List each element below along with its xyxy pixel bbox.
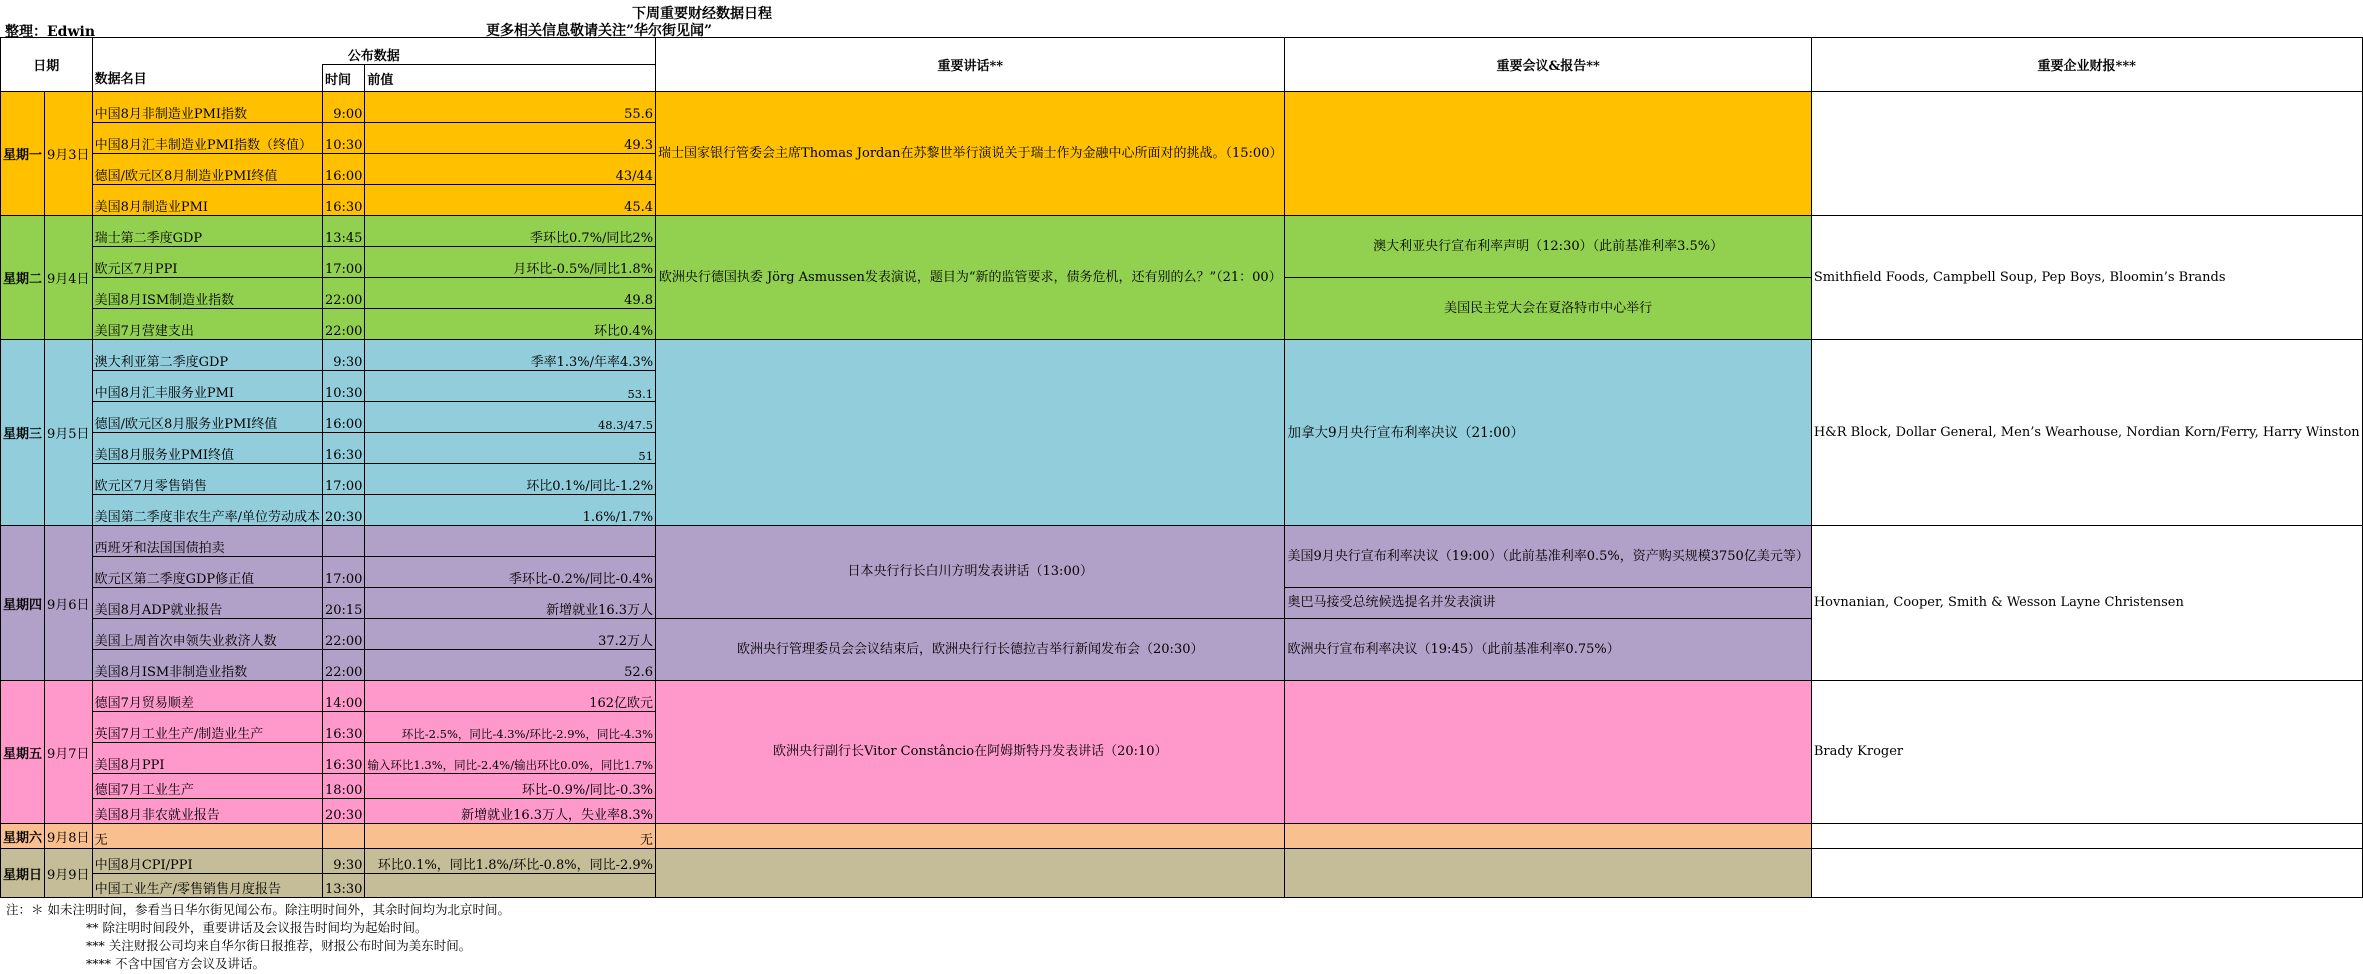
speech-cell — [656, 340, 1285, 526]
footnote: 注：＊ 如未注明时间，参看当日华尔街见闻公布。除注明时间外，其余时间均为北京时间。 — [6, 902, 510, 917]
earnings-cell — [1811, 92, 2362, 216]
page-title: 下周重要财经数据日程 — [632, 6, 772, 22]
speech-cell: 欧洲央行管理委员会会议结束后，欧洲央行行长德拉吉举行新闻发布会（20:30） — [656, 619, 1285, 681]
data-name-cell: 德国/欧元区8月服务业PMI终值 — [92, 402, 322, 433]
footnote: **** 不含中国官方会议及讲话。 — [86, 956, 265, 971]
meeting-cell: 澳大利亚央行宣布利率声明（12:30）（此前基准利率3.5%） — [1285, 216, 1811, 278]
data-name-cell: 美国上周首次申领失业救济人数 — [92, 619, 322, 650]
earnings-cell: Hovnanian, Cooper, Smith & Wesson Layne Christensen — [1811, 526, 2362, 681]
prev-cell: 季环比-0.2%/同比-0.4% — [365, 557, 656, 588]
prev-cell: 环比0.1%，同比1.8%/环比-0.8%，同比-2.9% — [365, 849, 656, 874]
earnings-cell — [1811, 849, 2362, 898]
prev-cell: 162亿欧元 — [365, 681, 656, 712]
header-prev: 前值 — [365, 65, 656, 92]
time-cell: 22:00 — [322, 650, 364, 681]
meeting-cell: 加拿大9月央行宣布利率决议（21:00） — [1285, 340, 1811, 526]
time-cell: 22:00 — [322, 619, 364, 650]
data-name-cell: 美国8月PPI — [92, 743, 322, 774]
data-name-cell: 美国8月ISM非制造业指数 — [92, 650, 322, 681]
time-cell: 16:30 — [322, 712, 364, 743]
prev-cell: 无 — [365, 824, 656, 849]
data-name-cell: 中国8月汇丰服务业PMI — [92, 371, 322, 402]
meeting-cell: 奥巴马接受总统候选提名并发表演讲 — [1285, 588, 1811, 619]
data-name-cell: 澳大利亚第二季度GDP — [92, 340, 322, 371]
prev-cell: 月环比-0.5%/同比1.8% — [365, 247, 656, 278]
data-name-cell: 美国8月制造业PMI — [92, 185, 322, 216]
time-cell — [322, 824, 364, 849]
day-label: 星期一 — [1, 92, 45, 216]
day-label: 星期二 — [1, 216, 45, 340]
data-name-cell: 中国工业生产/零售销售月度报告 — [92, 874, 322, 898]
data-name-cell: 美国8月服务业PMI终值 — [92, 433, 322, 464]
data-name-cell: 美国7月营建支出 — [92, 309, 322, 340]
prev-cell: 49.3 — [365, 123, 656, 154]
prev-cell — [365, 526, 656, 557]
prev-cell: 51 — [365, 433, 656, 464]
prev-cell: 环比-0.9%/同比-0.3% — [365, 774, 656, 799]
time-cell: 16:00 — [322, 154, 364, 185]
prev-cell: 新增就业16.3万人 — [365, 588, 656, 619]
data-name-cell: 欧元区第二季度GDP修正值 — [92, 557, 322, 588]
speech-cell: 日本央行行长白川方明发表讲话（13:00） — [656, 526, 1285, 619]
time-cell: 17:00 — [322, 557, 364, 588]
page-subtitle: 更多相关信息敬请关注”华尔街见闻” — [486, 23, 713, 39]
header-time: 时间 — [322, 65, 364, 92]
day-label: 星期五 — [1, 681, 45, 824]
prev-cell: 环比0.4% — [365, 309, 656, 340]
day-label: 星期四 — [1, 526, 45, 681]
speech-cell: 欧洲央行副行长Vitor Constâncio在阿姆斯特丹发表讲话（20:10） — [656, 681, 1285, 824]
data-name-cell: 欧元区7月PPI — [92, 247, 322, 278]
earnings-cell: Smithfield Foods, Campbell Soup, Pep Boys, Bloomin’s Brands — [1811, 216, 2362, 340]
prev-cell: 45.4 — [365, 185, 656, 216]
time-cell: 13:45 — [322, 216, 364, 247]
time-cell: 20:15 — [322, 588, 364, 619]
data-name-cell: 德国7月贸易顺差 — [92, 681, 322, 712]
data-name-cell: 美国8月ISM制造业指数 — [92, 278, 322, 309]
time-cell: 18:00 — [322, 774, 364, 799]
prev-cell: 53.1 — [365, 371, 656, 402]
date-label: 9月3日 — [45, 92, 93, 216]
data-name-cell: 美国第二季度非农生产率/单位劳动成本 — [92, 495, 322, 526]
data-name-cell: 德国/欧元区8月制造业PMI终值 — [92, 154, 322, 185]
earnings-cell: Brady Kroger — [1811, 681, 2362, 824]
data-name-cell: 西班牙和法国国债拍卖 — [92, 526, 322, 557]
header-earnings: 重要企业财报*** — [1811, 38, 2362, 92]
prev-cell: 48.3/47.5 — [365, 402, 656, 433]
meeting-cell — [1285, 849, 1811, 898]
prev-cell: 55.6 — [365, 92, 656, 123]
date-label: 9月5日 — [45, 340, 93, 526]
meeting-cell — [1285, 824, 1811, 849]
speech-cell — [656, 824, 1285, 849]
data-name-cell: 美国8月非农就业报告 — [92, 799, 322, 824]
date-label: 9月4日 — [45, 216, 93, 340]
time-cell: 22:00 — [322, 278, 364, 309]
time-cell: 17:00 — [322, 247, 364, 278]
prev-cell: 季环比0.7%/同比2% — [365, 216, 656, 247]
time-cell: 10:30 — [322, 123, 364, 154]
data-name-cell: 中国8月CPI/PPI — [92, 849, 322, 874]
time-cell: 20:30 — [322, 799, 364, 824]
day-label: 星期日 — [1, 849, 45, 898]
prev-cell: 环比-2.5%，同比-4.3%/环比-2.9%，同比-4.3% — [365, 712, 656, 743]
earnings-cell — [1811, 824, 2362, 849]
speech-cell — [656, 849, 1285, 898]
prev-cell: 43/44 — [365, 154, 656, 185]
header-speeches: 重要讲话** — [656, 38, 1285, 92]
prev-cell: 49.8 — [365, 278, 656, 309]
time-cell: 20:30 — [322, 495, 364, 526]
date-label: 9月9日 — [45, 849, 93, 898]
prev-cell: 1.6%/1.7% — [365, 495, 656, 526]
prev-cell: 环比0.1%/同比-1.2% — [365, 464, 656, 495]
data-name-cell: 欧元区7月零售销售 — [92, 464, 322, 495]
time-cell: 22:00 — [322, 309, 364, 340]
prev-cell: 季率1.3%/年率4.3% — [365, 340, 656, 371]
footnotes — [6, 901, 510, 973]
prev-cell: 52.6 — [365, 650, 656, 681]
time-cell: 16:30 — [322, 185, 364, 216]
meeting-cell: 美国9月央行宣布利率决议（19:00）（此前基准利率0.5%，资产购买规模3750亿美元等） — [1285, 526, 1811, 588]
meeting-cell: 美国民主党大会在夏洛特市中心举行 — [1285, 278, 1811, 340]
schedule-table — [0, 37, 2363, 898]
data-name-cell: 瑞士第二季度GDP — [92, 216, 322, 247]
header-published: 公布数据 — [92, 38, 655, 65]
header-meetings: 重要会议&报告** — [1285, 38, 1811, 92]
prev-cell: 新增就业16.3万人，失业率8.3% — [365, 799, 656, 824]
time-cell: 16:30 — [322, 433, 364, 464]
data-name-cell: 德国7月工业生产 — [92, 774, 322, 799]
date-label: 9月6日 — [45, 526, 93, 681]
time-cell — [322, 526, 364, 557]
data-name-cell: 美国8月ADP就业报告 — [92, 588, 322, 619]
prev-cell: 输入环比1.3%，同比-2.4%/输出环比0.0%，同比1.7% — [365, 743, 656, 774]
time-cell: 10:30 — [322, 371, 364, 402]
meeting-cell — [1285, 92, 1811, 216]
time-cell: 13:30 — [322, 874, 364, 898]
time-cell: 17:00 — [322, 464, 364, 495]
prev-cell — [365, 874, 656, 898]
meeting-cell — [1285, 681, 1811, 824]
data-name-cell: 中国8月汇丰制造业PMI指数（终值） — [92, 123, 322, 154]
header-date: 日期 — [1, 38, 93, 92]
time-cell: 9:30 — [322, 849, 364, 874]
speech-cell: 瑞士国家银行管委会主席Thomas Jordan在苏黎世举行演说关于瑞士作为金融中心所面对的挑战。（15:00） — [656, 92, 1285, 216]
data-name-cell: 无 — [92, 824, 322, 849]
earnings-cell: H&R Block, Dollar General, Men’s Wearhouse, Nordian Korn/Ferry, Harry Winston — [1811, 340, 2362, 526]
day-label: 星期三 — [1, 340, 45, 526]
meeting-cell: 欧洲央行宣布利率决议（19:45）（此前基准利率0.75%） — [1285, 619, 1811, 681]
time-cell: 16:30 — [322, 743, 364, 774]
editor-credit: 整理：Edwin — [5, 24, 96, 40]
prev-cell: 37.2万人 — [365, 619, 656, 650]
date-label: 9月7日 — [45, 681, 93, 824]
footnote: *** 关注财报公司均来自华尔街日报推荐，财报公布时间为美东时间。 — [86, 938, 472, 953]
date-label: 9月8日 — [45, 824, 93, 849]
data-name-cell: 英国7月工业生产/制造业生产 — [92, 712, 322, 743]
footnote: ** 除注明时间段外，重要讲话及会议报告时间均为起始时间。 — [86, 920, 428, 935]
speech-cell: 欧洲央行德国执委 Jörg Asmussen发表演说，题目为“新的监管要求，债务危机，还有别的么？”（21：00） — [656, 216, 1285, 340]
time-cell: 9:00 — [322, 92, 364, 123]
time-cell: 16:00 — [322, 402, 364, 433]
time-cell: 9:30 — [322, 340, 364, 371]
time-cell: 14:00 — [322, 681, 364, 712]
day-label: 星期六 — [1, 824, 45, 849]
data-name-cell: 中国8月非制造业PMI指数 — [92, 92, 322, 123]
header-data-name: 数据名目 — [92, 65, 322, 92]
